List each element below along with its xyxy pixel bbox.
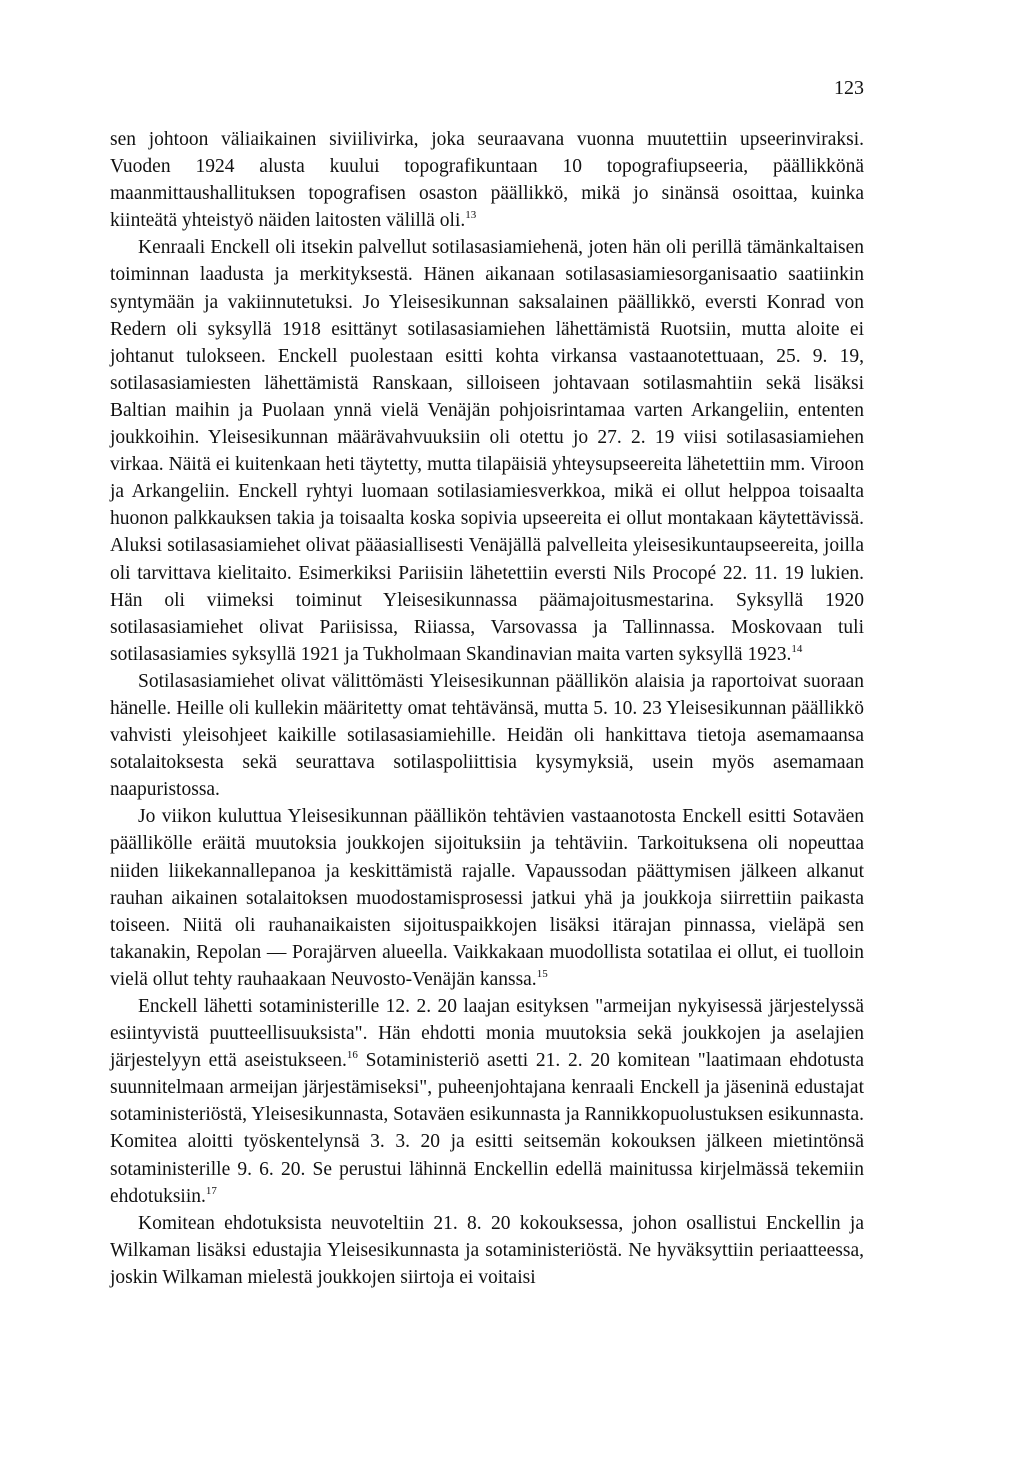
paragraph-text: sen johtoon väliaikainen siviilivirka, joka seuraavana vuonna muutettiin upseerinviraksi. Vuoden 1924 alusta kuului topografikuntaan 10 topografiupseeria, päällikkönä maanmittaushallituksen topografisen osaston päällikkö, mikä jo sinänsä osoittaa, kuinka kiinteätä yhteistyö näiden laitosten välillä oli.	[110, 129, 864, 232]
paragraph-text: Enckell lähetti sotaministerille 12. 2. 20 laajan esityksen "armeijan nykyisessä järjestelyssä esiintyvistä puutteellisuuksista". Hän ehdotti monia muutoksia sekä joukkojen ja aselajien järjestelyyn että aseistukseen.	[110, 996, 864, 1072]
paragraph-text: Sotilasasiamiehet olivat välittömästi Yleisesikunnan päällikön alaisia ja raportoivat suoraan hänelle. Heille oli kullekin määritetty omat tehtävänsä, mutta 5. 10. 23 Yleisesikunnan päällikkö vahvisti yleisohjeet kaikille sotilasasiamiehille. Heidän oli hankittava tietoja asemamaansa sotalaitoksesta sekä seurattava sotilaspoliittisia kysymyksiä, usein myös asemamaan naapuristossa.	[110, 670, 864, 801]
body-text	[110, 126, 864, 1291]
paragraph-text: Kenraali Enckell oli itsekin palvellut sotilasasiamiehenä, joten hän oli perillä tämänkaltaisen toiminnan laadusta ja merkityksestä. Hänen aikanaan sotilasasiamiesorganisaatio saatiinkin syntymään ja vakiinnutetuksi. Jo Yleisesikunnan saksalainen päällikkö, eversti Konrad von Redern oli syksyllä 1918 esittänyt sotilasasiamiehen lähettämistä Ruotsiin, mutta aloite ei johtanut tulokseen. Enckell puolestaan esitti kohta virkansa vastaanotettuaan, 25. 9. 19, sotilasasiamiesten lähettämistä Ranskaan, silloiseen johtavaan sotilasmahtiin sekä lisäksi Baltian maihin ja Puolaan ynnä vielä Venäjän pohjoisrintamaa varten Arkangeliin, ententen joukkoihin. Yleisesikunnan määrävahvuuksiin oli otettu jo 27. 2. 19 viisi sotilasasiamiehen virkaa. Näitä ei kuitenkaan heti täytetty, mutta tilapäisiä yhteysupseereita lähetettiin mm. Viroon ja Arkangeliin. Enckell ryhtyi luomaan sotilasiamiesverkkoa, mikä ei ollut helppoa toisaalta huonon palkkauksen takia ja toisaalta koska sopivia upseereita ei ollut montakaan käytettävissä. Aluksi sotilasasiamiehet olivat pääasiallisesti Venäjällä palvelleita yleisesikuntaupseereita, joilla oli tarvittava kielitaito. Esimerkiksi Pariisiin lähetettiin eversti Nils Procopé 22. 11. 19 lukien. Hän oli viimeksi toiminut Yleisesikunnassa päämajoitusmestarina. Syksyllä 1920 sotilasasiamiehet olivat Pariisissa, Riiassa, Varsovassa ja Tallinnassa. Moskovaan tuli sotilasasiamies syksyllä 1921 ja Tukholmaan Skandinavian maita varten syksyllä 1923.	[110, 237, 864, 665]
paragraph	[110, 1210, 864, 1291]
paragraph	[110, 234, 864, 668]
paragraph	[110, 803, 864, 993]
footnote-ref: 14	[791, 642, 803, 655]
footnote-ref: 13	[465, 209, 477, 222]
footnote-ref: 15	[536, 967, 548, 980]
footnote-ref: 16	[346, 1049, 358, 1062]
paragraph	[110, 993, 864, 1210]
paragraph-text: Sotaministeriö asetti 21. 2. 20 komitean "laatimaan ehdotusta suunnitelmaan armeijan järjestämiseksi", puheenjohtajana kenraali Enckell ja jäseninä edustajat sotaministeriöstä, Yleisesikunnasta, Sotaväen esikunnasta ja Rannikkopuolustuksen esikunnasta. Komitea aloitti työskentelynsä 3. 3. 20 ja esitti seitsemän kokouksen jälkeen mietintönsä sotaministerille 9. 6. 20. Se perustui lähinnä Enckellin edellä mainitussa kirjelmässä tekemiin ehdotuksiin.	[110, 1050, 864, 1207]
paragraph-text: Jo viikon kuluttua Yleisesikunnan päällikön tehtävien vastaanotosta Enckell esitti Sotaväen päällikölle eräitä muutoksia joukkojen sijoituksiin ja tehtäviin. Tarkoituksena oli nopeuttaa niiden liikekannallepanoa ja keskittämistä rajalle. Vapaussodan päättymisen jälkeen alkanut rauhan aikainen sotalaitoksen muodostamisprosessi jatkui yhä ja joukkoja siirrettiin paikasta toiseen. Niitä oli rauhanaikaisten sijoituspaikkojen lisäksi itärajan pinnassa, vieläpä sen takanakin, Repolan — Porajärven alueella. Vaikkakaan muodollista sotatilaa ei ollut, ei tuolloin vielä ollut tehty rauhaakaan Neuvosto-Venäjän kanssa.	[110, 806, 864, 990]
page-number: 123	[834, 77, 864, 99]
footnote-ref: 17	[205, 1184, 217, 1197]
paragraph-text: Komitean ehdotuksista neuvoteltiin 21. 8. 20 kokouksessa, johon osallistui Enckellin ja Wilkaman lisäksi edustajia Yleisesikunnasta ja sotaministeriöstä. Ne hyväksyttiin periaatteessa, joskin Wilkaman mielestä joukkojen siirtoja ei voitaisi	[110, 1212, 864, 1288]
paragraph	[110, 668, 864, 803]
paragraph	[110, 126, 864, 234]
